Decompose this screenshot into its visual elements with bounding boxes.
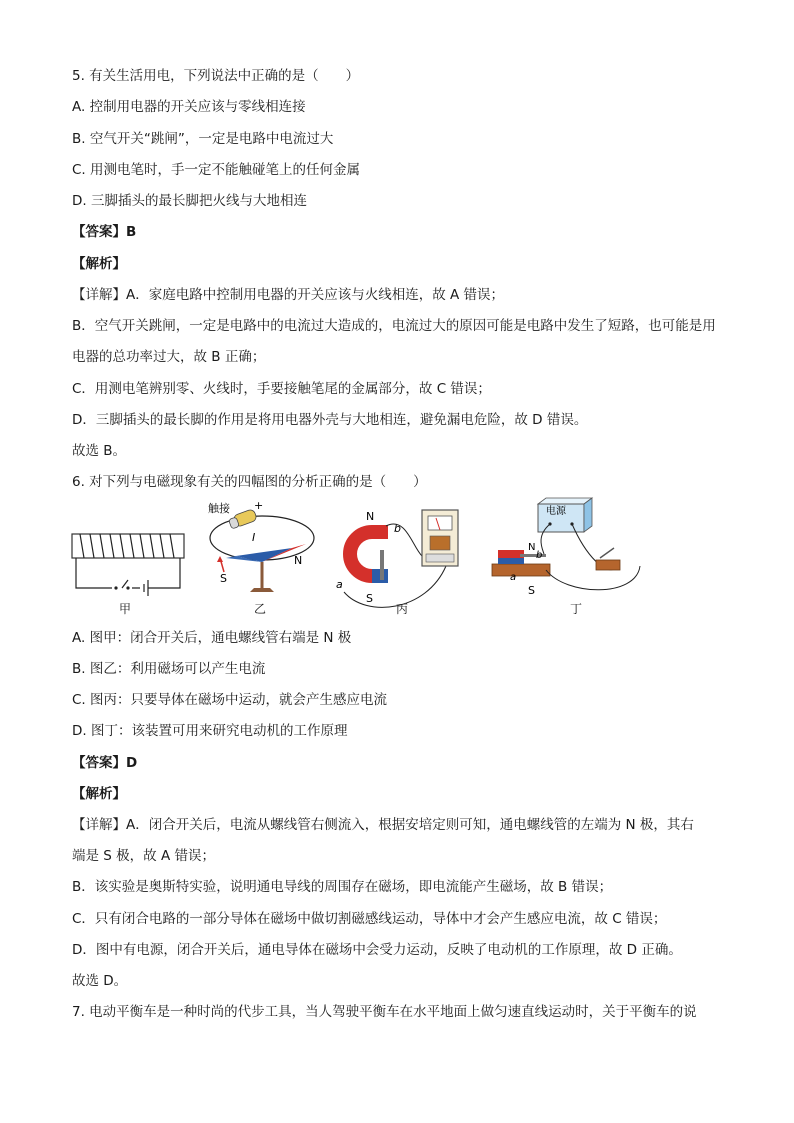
q5-conclusion: 故选 B。 (72, 443, 127, 459)
q5-option-a: A. 控制用电器的开关应该与零线相连接 (72, 99, 306, 115)
q5-explanation-line: B．空气开关跳闸，一定是电路中的电流过大造成的，电流过大的原因可能是电路中发生了短路，也可能是用 (72, 318, 716, 334)
caption-jia: 甲 (119, 602, 132, 616)
q6-answer: 【答案】D (72, 755, 138, 771)
q6-figures (66, 496, 666, 618)
label-n: N (294, 554, 303, 567)
caption-bing: 丙 (396, 602, 409, 616)
label-a: a (336, 578, 343, 591)
q5-explanation-line: C．用测电笔辨别零、火线时，手要接触笔尾的金属部分，故 C 错误； (72, 381, 491, 397)
label-power: 电源 (546, 506, 566, 517)
q6-stem: 6. 对下列与电磁现象有关的四幅图的分析正确的是（ ） (72, 474, 427, 490)
q5-stem: 5. 有关生活用电，下列说法中正确的是（ ） (72, 68, 360, 84)
caption-ding: 丁 (570, 602, 583, 616)
label-current: I (252, 531, 256, 544)
q6-option-a: A. 图甲：闭合开关后，通电螺线管右端是 N 极 (72, 630, 352, 646)
q6-option-c: C. 图丙：只要导体在磁场中运动，就会产生感应电流 (72, 692, 388, 708)
q6-explanation-line: C．只有闭合电路的一部分导体在磁场中做切割磁感线运动，导体中才会产生感应电流，故 C 错误； (72, 911, 667, 927)
figure-yi-oersted (208, 499, 314, 592)
q5-explanation-line: D．三脚插头的最长脚的作用是将用电器外壳与大地相连，避免漏电危险，故 D 错误。 (72, 412, 588, 428)
label-b: b (536, 550, 543, 561)
q6-explanation-line: B．该实验是奥斯特实验，说明通电导线的周围存在磁场，即电流能产生磁场，故 B 错误； (72, 879, 613, 895)
q6-explanation-line: D．图中有电源，闭合开关后，通电导体在磁场中会受力运动，反映了电动机的工作原理，故 D 正确。 (72, 942, 682, 958)
q6-option-b: B. 图乙：利用磁场可以产生电流 (72, 661, 266, 677)
q6-explanation-line: 端是 S 极，故 A 错误； (72, 848, 215, 864)
label-s: S (220, 572, 227, 585)
q6-analysis-label: 【解析】 (72, 786, 126, 802)
q5-explanation-line: 电器的总功率过大，故 B 正确； (72, 349, 266, 365)
caption-yi: 乙 (254, 602, 267, 616)
q6-conclusion: 故选 D。 (72, 973, 128, 989)
label-s: S (366, 592, 373, 605)
label-b: b (394, 522, 401, 535)
q5-explanation-line: 【详解】A．家庭电路中控制用电器的开关应该与火线相连，故 A 错误； (72, 287, 505, 303)
q5-option-d: D. 三脚插头的最长脚把火线与大地相连 (72, 193, 307, 209)
q7-stem: 7. 电动平衡车是一种时尚的代步工具，当人驾驶平衡车在水平地面上做匀速直线运动时，关于平衡车的说 (72, 1004, 697, 1020)
q5-option-c: C. 用测电笔时，手一定不能触碰笔上的任何金属 (72, 162, 361, 178)
label-n: N (366, 510, 375, 523)
label-n: N (528, 542, 536, 553)
q6-explanation-line: 【详解】A．闭合开关后，电流从螺线管右侧流入，根据安培定则可知，通电螺线管的左端为 N 极，其右 (72, 817, 694, 833)
q6-option-d: D. 图丁：该装置可用来研究电动机的工作原理 (72, 723, 348, 739)
label-a: a (510, 572, 517, 583)
label-touch: 触接 (208, 502, 230, 515)
q5-analysis-label: 【解析】 (72, 256, 126, 272)
label-plus: + (254, 499, 264, 512)
label-s: S (528, 584, 535, 597)
figure-jia-solenoid (72, 534, 184, 596)
q5-answer: 【答案】B (72, 224, 137, 240)
figure-bing-induction (336, 510, 458, 607)
figure-ding-motor (492, 498, 640, 597)
q5-option-b: B. 空气开关“跳闸”，一定是电路中电流过大 (72, 131, 334, 147)
